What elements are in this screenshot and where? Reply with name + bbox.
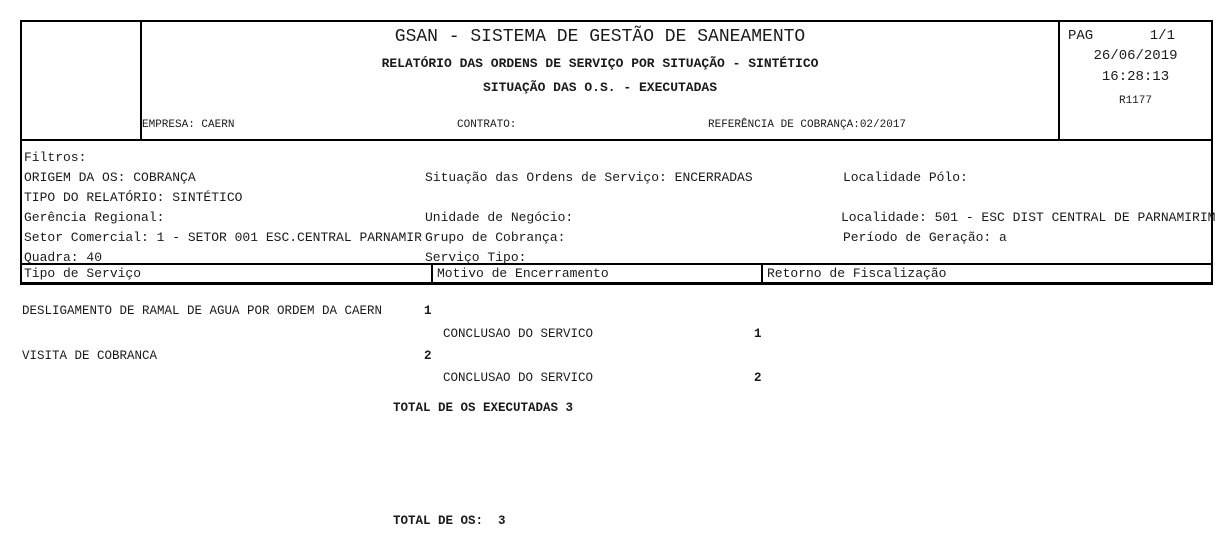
column-header-inspection-return: Retorno de Fiscalização	[767, 266, 947, 281]
filters-box	[20, 139, 1216, 265]
report-situation-line: SITUAÇÃO DAS O.S. - EXECUTADAS	[482, 80, 718, 95]
closure-count: 1	[754, 327, 762, 341]
report-code: R1177	[1118, 95, 1152, 107]
total-os-label: TOTAL DE OS:	[393, 514, 484, 528]
total-os-line	[393, 514, 506, 528]
column-header-service-type: Tipo de Serviço	[22, 265, 433, 282]
filter-os-origin: ORIGEM DA OS: COBRANÇA	[24, 170, 196, 185]
filter-regional-management: Gerência Regional:	[24, 210, 165, 225]
report-title: GSAN - SISTEMA DE GESTÃO DE SANEAMENTO	[394, 27, 806, 47]
logo-placeholder	[22, 22, 142, 139]
total-executed-label: TOTAL DE OS EXECUTADAS	[393, 401, 559, 415]
filter-block: Quadra: 40	[24, 250, 103, 265]
page-info-box	[1058, 22, 1211, 139]
total-executed-line	[393, 401, 573, 415]
total-executed-value: 3	[565, 401, 574, 415]
service-count: 1	[424, 304, 432, 318]
filter-business-unit: Unidade de Negócio:	[425, 210, 574, 225]
page-number: 1/1	[1149, 28, 1175, 44]
filter-service-type: Serviço Tipo:	[425, 250, 527, 265]
company-label: EMPRESA: CAERN	[142, 119, 235, 131]
report-date: 26/06/2019	[1093, 48, 1178, 64]
column-header-closure-reason: Motivo de Encerramento	[433, 265, 763, 282]
filter-locality: Localidade: 501 - ESC DIST CENTRAL DE PARNAMIRIM	[841, 210, 1216, 225]
title-area	[142, 22, 1058, 139]
report-header-box	[20, 20, 1213, 141]
filter-commercial-sector: Setor Comercial: 1 - SETOR 001 ESC.CENTRAL PARNAMIR	[24, 230, 422, 245]
page-label: PAG	[1068, 28, 1094, 44]
table-header-row	[20, 263, 1213, 285]
closure-reason-row: CONCLUSAO DO SERVICO	[443, 327, 594, 341]
filter-os-situation: Situação das Ordens de Serviço: ENCERRADAS	[425, 170, 753, 185]
service-type-row: VISITA DE COBRANCA	[22, 349, 158, 363]
contract-label: CONTRATO:	[457, 119, 517, 131]
filters-title: Filtros:	[24, 150, 87, 165]
closure-count: 2	[754, 371, 762, 385]
report-time: 16:28:13	[1101, 69, 1170, 85]
service-type-row: DESLIGAMENTO DE RAMAL DE AGUA POR ORDEM DA CAERN	[22, 304, 383, 318]
total-os-value: 3	[498, 514, 506, 528]
page-line	[1060, 28, 1211, 44]
billing-reference-label: REFERÊNCIA DE COBRANÇA:02/2017	[708, 119, 907, 131]
filter-billing-group: Grupo de Cobrança:	[425, 230, 566, 245]
filter-report-type: TIPO DO RELATÓRIO: SINTÉTICO	[24, 190, 243, 205]
filter-locality-pole: Localidade Pólo:	[843, 170, 968, 185]
filter-generation-period: Período de Geração: a	[843, 230, 1007, 245]
closure-reason-row: CONCLUSAO DO SERVICO	[443, 371, 594, 385]
report-subtitle: RELATÓRIO DAS ORDENS DE SERVIÇO POR SITUAÇÃO - SINTÉTICO	[381, 56, 819, 71]
service-count: 2	[424, 349, 432, 363]
